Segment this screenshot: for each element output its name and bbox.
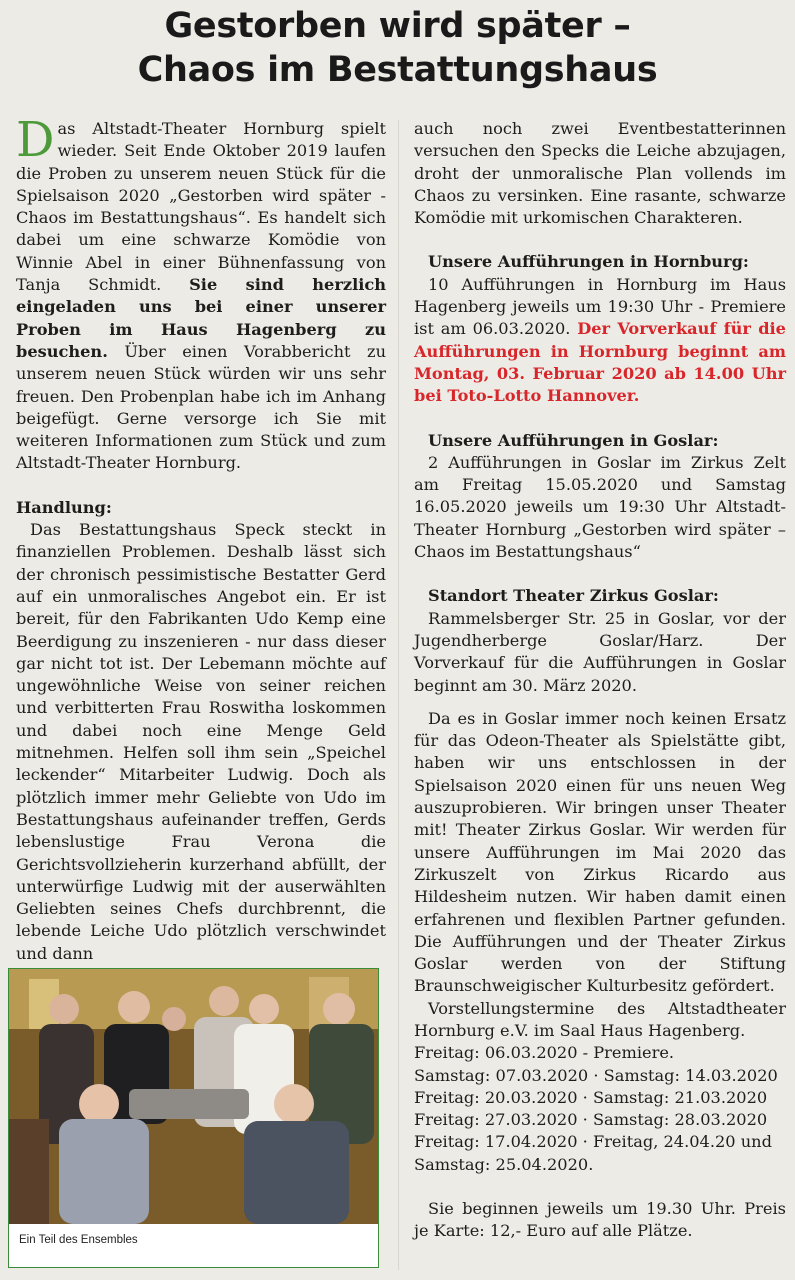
photo-caption: Ein Teil des Ensembles — [19, 1234, 138, 1246]
headline — [0, 4, 795, 92]
ensemble-photo — [9, 969, 378, 1224]
spacer — [414, 697, 786, 708]
intro-rest: die Proben zu unserem neuen Stück für die Spielsaison 2020 „Gestorben wird später - Chaos im Bestattungshaus“. Es handelt sich dabei um eine schwarze Komödie von Winnie Abel in einer Bühnenfassung von Tanja Schmidt. — [16, 163, 386, 295]
hornburg-heading: Unsere Aufführungen in Hornburg: — [428, 252, 749, 272]
termine-intro: Vorstellungstermine des Altstadtheater Hornburg e.V. im Saal Haus Hagenberg. — [414, 998, 786, 1040]
intro-end: Über einen Vorabbericht zu unserem neuen Stück würden wir uns sehr freuen. Den Probenplan habe ich im Anhang beigefügt. Gerne versorge ich Sie mit weiteren Informationen zum Stück und zum Altstadt-Theater Hornburg. — [16, 341, 386, 473]
goslar-text: 2 Aufführungen in Goslar im Zirkus Zelt am Freitag 15.05.2020 und Samstag 16.05.2020 jeweils um 19:30 Uhr Altstadt-Theater Hornburg „Gestorben wird später – Chaos im Bestattungshaus“ — [414, 452, 786, 562]
spacer — [414, 1176, 786, 1198]
drop-cap: D — [16, 112, 55, 168]
left-column — [16, 112, 386, 965]
termin-5: Freitag: 17.04.2020 · Freitag, 24.04.20 und — [414, 1132, 772, 1152]
hornburg-presale-notice: Der Vorverkauf für die Aufführungen in Hornburg beginnt am Montag, 03. Februar 2020 ab 14.00 Uhr bei Toto-Lotto Hannover. — [414, 319, 786, 406]
column-divider — [398, 120, 399, 1270]
spacer — [414, 229, 786, 251]
ensemble-photo-illustration — [9, 969, 378, 1224]
intro-bold: Sie sind herzlich eingeladen uns bei einer unserer Proben im Haus Hagenberg zu besuchen. — [16, 275, 386, 361]
handlung-text: Das Bestattungshaus Speck steckt in finanziellen Problemen. Deshalb lässt sich der chronisch pessimistische Bestatter Gerd auf ein unmoralisches Angebot ein. Er ist bereit, für den Fabrikanten Udo Kemp eine Beerdigung zu inszenieren - nur dass dieser gar nicht tot ist. Der Lebemann möchte auf ungewöhnliche Weise von seiner reichen und verbitterten Frau Roswitha loskommen und dabei noch eine Menge Geld mitnehmen. Helfen soll ihm sein „Speichel leckender“ Mitarbeiter Ludwig. Doch als plötzlich immer mehr Geliebte von Udo im Bestattungshaus aufeinander treffen, Gerds lebenslustige Frau Verona die Gerichtsvollzieherin kurzerhand abfüllt, der unterwürfige Ludwig mit der auserwählten Geliebten seines Chefs durchbrennt, die lebende Leiche Udo plötzlich verschwindet und dann — [16, 520, 386, 963]
goslar-heading: Unsere Aufführungen in Goslar: — [428, 430, 719, 450]
termin-1: Freitag: 06.03.2020 - Premiere. — [414, 1043, 675, 1063]
standort-heading: Standort Theater Zirkus Goslar: — [428, 586, 719, 606]
closing-text: Sie beginnen jeweils um 19.30 Uhr. Preis je Karte: 12,- Euro auf alle Plätze. — [414, 1199, 786, 1241]
continuation-text: auch noch zwei Eventbestatterinnen versuchen den Specks die Leiche abzujagen, droht der unmoralische Plan vollends im Chaos zu versinken. Eine rasante, schwarze Komödie mit urkomischen Charakteren. — [414, 119, 786, 228]
termin-2: Samstag: 07.03.2020 · Samstag: 14.03.2020 — [414, 1065, 778, 1085]
headline-line-2: Chaos im Bestattungshaus — [137, 50, 658, 90]
ersatz-text: Da es in Goslar immer noch keinen Ersatz für das Odeon-Theater als Spielstätte gibt, haben wir uns entschlossen in der Spielsaison 2020 einen für uns neuen Weg auszuprobieren. Wir bringen unser Theater mit! Theater Zirkus Goslar. Wir werden für unsere Aufführungen im Mai 2020 das Zirkuszelt von Zirkus Ricardo aus Hildesheim nutzen. Wir haben damit einen erfahrenen und flexiblen Partner gefunden. Die Aufführungen und der Theater Zirkus Goslar werden von der Stiftung Braunschweigischer Kulturbesitz gefördert. — [414, 708, 786, 996]
ensemble-photo-frame — [8, 968, 379, 1268]
hornburg-text: 10 Aufführungen in Hornburg im Haus Hagenberg jeweils um 19:30 Uhr - Premiere ist am 06.03.2020. — [414, 274, 786, 339]
termin-4: Freitag: 27.03.2020 · Samstag: 28.03.2020 — [414, 1110, 768, 1130]
intro-paragraph — [16, 112, 386, 475]
intro-first: as Altstadt-Theater Hornburg spielt wieder. Seit Ende Oktober 2019 laufen — [57, 119, 386, 161]
hornburg-paragraph — [414, 274, 786, 408]
spacer — [16, 475, 386, 497]
headline-line-1: Gestorben wird später – — [164, 6, 631, 46]
standort-text: Rammelsberger Str. 25 in Goslar, vor der Jugendherberge Goslar/Harz. Der Vorverkauf für die Aufführungen in Goslar beginnt am 30. März 2020. — [414, 608, 786, 695]
handlung-heading: Handlung: — [16, 497, 112, 517]
right-column — [414, 118, 786, 1243]
spacer — [414, 408, 786, 430]
spacer — [414, 563, 786, 585]
termin-3: Freitag: 20.03.2020 · Samstag: 21.03.2020 — [414, 1087, 768, 1107]
termin-6: Samstag: 25.04.2020. — [414, 1154, 594, 1174]
